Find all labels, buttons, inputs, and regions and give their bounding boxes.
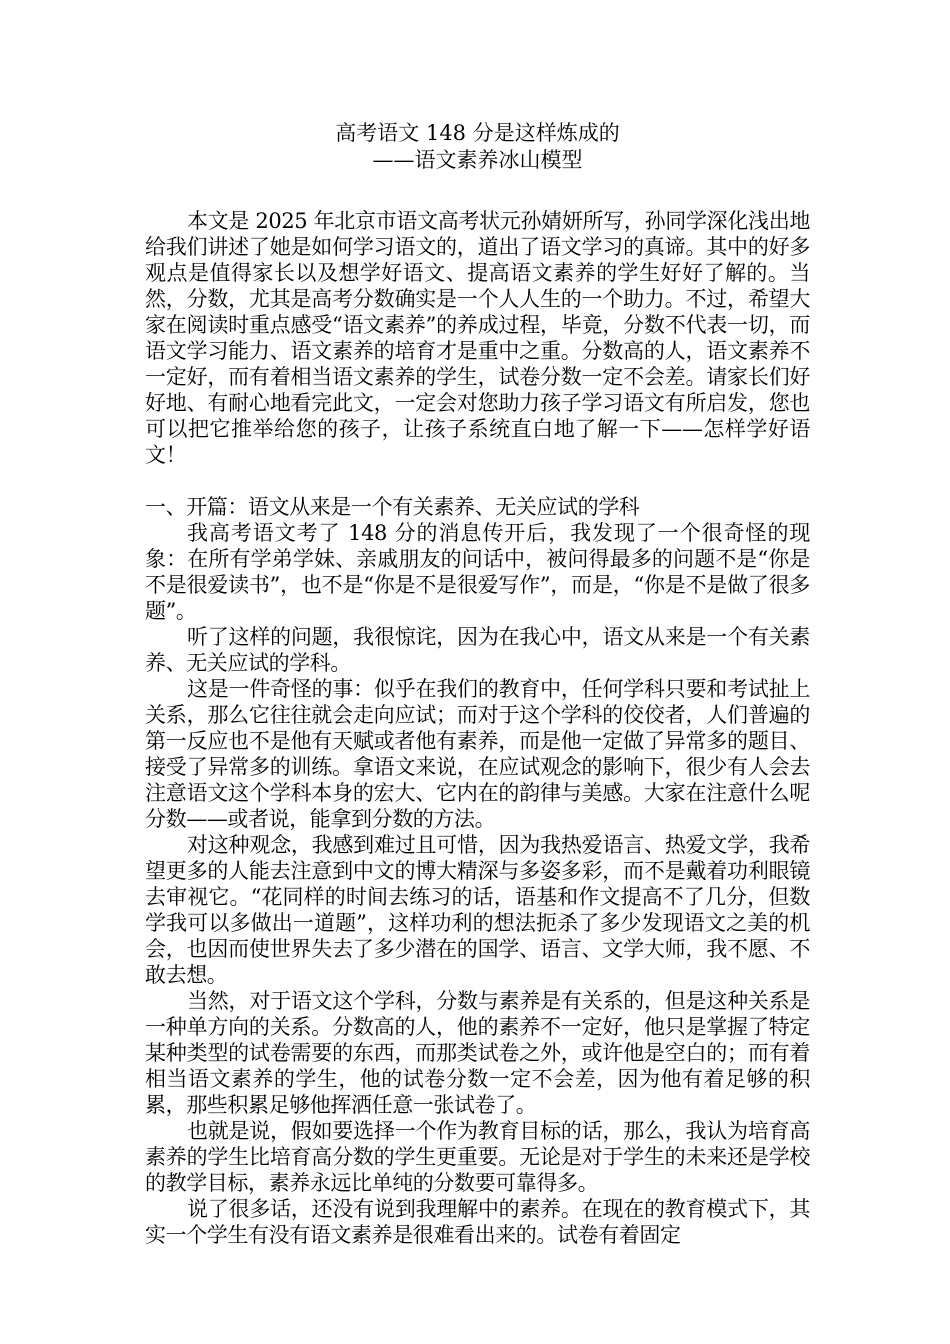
body-paragraph: 说了很多话，还没有说到我理解中的素养。在现在的教育模式下，其实一个学生有没有语文素养是很难看出来的。试卷有着固定 bbox=[145, 1197, 810, 1247]
section-heading: 一、开篇：语文从来是一个有关素养、无关应试的学科 bbox=[145, 495, 640, 519]
body-paragraph: 我高考语文考了 148 分的消息传开后，我发现了一个很奇怪的现象：在所有学弟学妹、亲戚朋友的问话中，被问得最多的问题不是“你是不是很爱读书”，也不是“你是不是很爱写作”，而是，“你是不是做了很多题”。 bbox=[145, 521, 810, 623]
body-paragraph: 当然，对于语文这个学科，分数与素养是有关系的，但是这种关系是一种单方向的关系。分数高的人，他的素养不一定好，他只是掌握了特定某种类型的试卷需要的东西，而那类试卷之外，或许他是空白的；而有着相当语文素养的学生，他的试卷分数一定不会差，因为他有着足够的积累，那些积累足够他挥洒任意一张试卷了。 bbox=[145, 989, 810, 1117]
body-paragraph: 听了这样的问题，我很惊诧，因为在我心中，语文从来是一个有关素养、无关应试的学科。 bbox=[145, 625, 810, 675]
body-paragraph: 对这种观念，我感到难过且可惜，因为我热爱语言、热爱文学，我希望更多的人能去注意到中文的博大精深与多姿多彩，而不是戴着功利眼镜去审视它。“花同样的时间去练习的话，语基和作文提高不了几分，但数学我可以多做出一道题”，这样功利的想法扼杀了多少发现语文之美的机会，也因而使世界失去了多少潜在的国学、语言、文学大师，我不愿、不敢去想。 bbox=[145, 833, 810, 987]
intro-paragraph: 本文是 2025 年北京市语文高考状元孙婧妍所写，孙同学深化浅出地给我们讲述了她是如何学习语文的，道出了语文学习的真谛。其中的好多观点是值得家长以及想学好语文、提高语文素养的学生好好了解的。当然，分数，尤其是高考分数确实是一个人人生的一个助力。不过，希望大家在阅读时重点感受“语文素养”的养成过程，毕竟，分数不代表一切，而语文学习能力、语文素养的培育才是重中之重。分数高的人，语文素养不一定好，而有着相当语文素养的学生，试卷分数一定不会差。请家长们好好地、有耐心地看完此文，一定会对您助力孩子学习语文有所启发，您也可以把它推举给您的孩子，让孩子系统直白地了解一下——怎样学好语文！ bbox=[145, 209, 810, 467]
body-paragraph: 也就是说，假如要选择一个作为教育目标的话，那么，我认为培育高素养的学生比培育高分数的学生更重要。无论是对于学生的未来还是学校的教学目标，素养永远比单纯的分数要可靠得多。 bbox=[145, 1119, 810, 1195]
body-paragraph: 这是一件奇怪的事：似乎在我们的教育中，任何学科只要和考试扯上关系，那么它往往就会走向应试；而对于这个学科的佼佼者，人们普遍的第一反应也不是他有天赋或者他有素养，而是他一定做了异常多的题目、接受了异常多的训练。拿语文来说，在应试观念的影响下，很少有人会去注意语文这个学科本身的宏大、它内在的韵律与美感。大家在注意什么呢分数——或者说，能拿到分数的方法。 bbox=[145, 677, 810, 831]
document-page bbox=[145, 120, 810, 1248]
document-subtitle: ——语文素养冰山模型 bbox=[372, 148, 583, 172]
document-title: 高考语文 148 分是这样炼成的 bbox=[335, 121, 620, 145]
